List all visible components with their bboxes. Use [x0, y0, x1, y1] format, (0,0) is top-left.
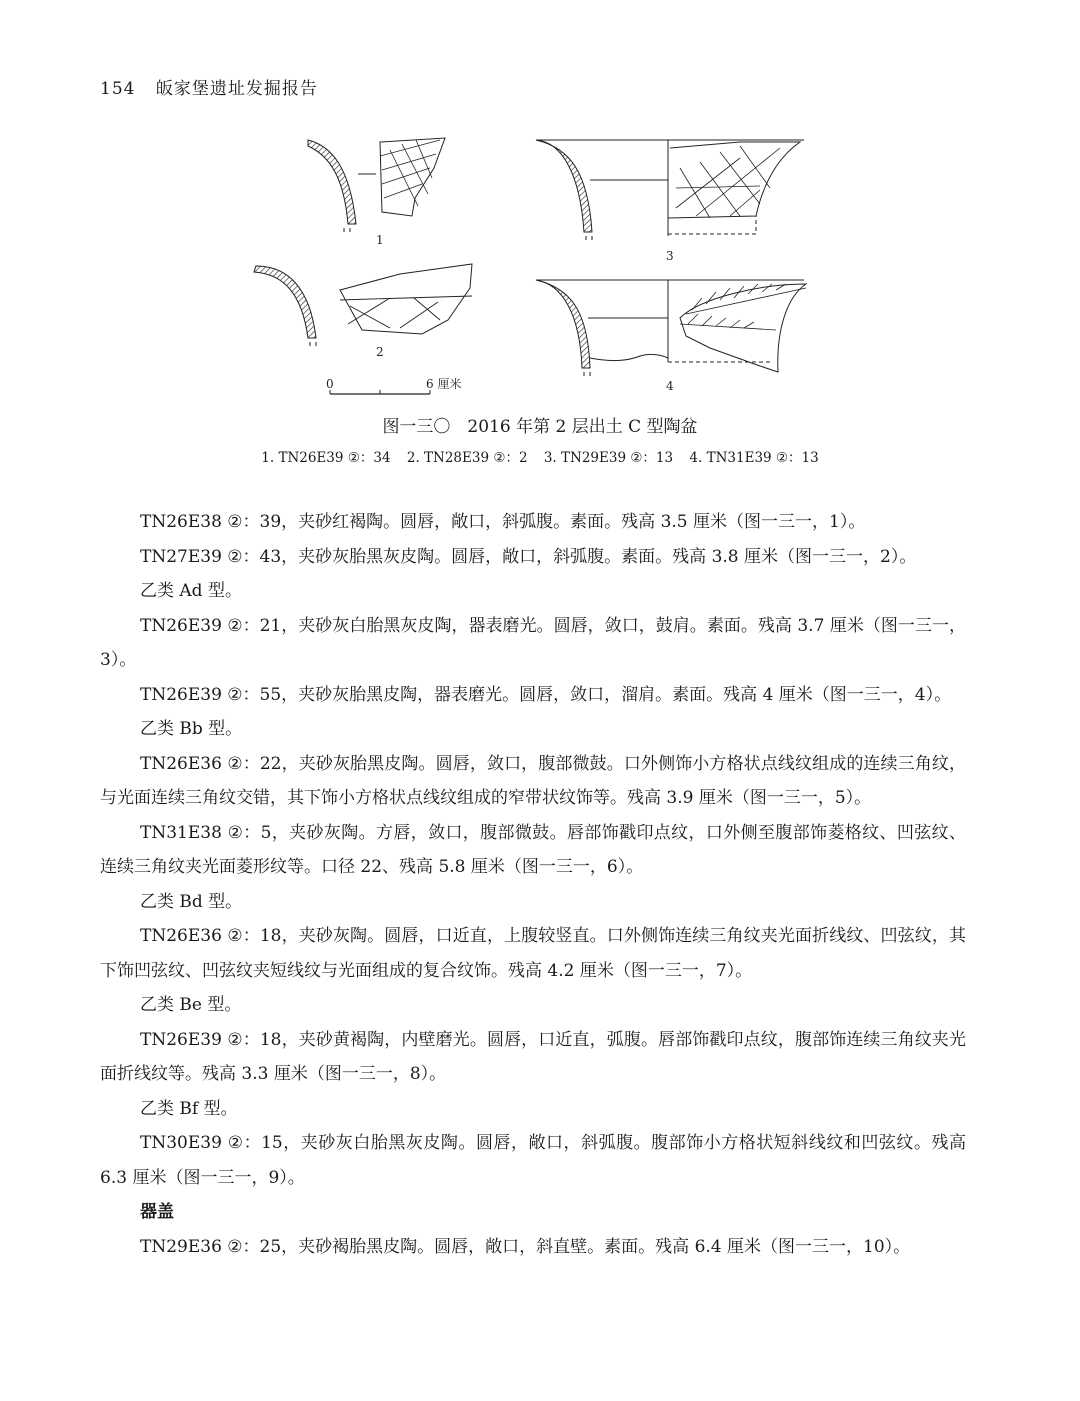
- paragraph: TN26E39 ②：18，夹砂黄褐陶，内壁磨光。圆唇，口近直，弧腹。唇部饰戳印点纹，腹部饰连续三角纹夹光面折线纹等。残高 3.3 厘米（图一三一，8）。: [100, 1029, 966, 1084]
- book-title: 皈家堡遗址发掘报告: [155, 79, 318, 99]
- scale-start-label: 0: [326, 377, 334, 391]
- sherd-2-profile: [254, 266, 316, 346]
- paragraph: TN30E39 ②：15，夹砂灰白胎黑灰皮陶。圆唇，敞口，斜弧腹。腹部饰小方格状短斜线纹和凹弦纹。残高 6.3 厘米（图一三一，9）。: [100, 1133, 966, 1188]
- paragraph: TN26E39 ②：21，夹砂灰白胎黑灰皮陶，器表磨光。圆唇，敛口，鼓肩。素面。残高 3.7 厘米（图一三一，3）。: [100, 615, 966, 670]
- scale-bar: [330, 390, 430, 394]
- label-4: 4: [666, 379, 674, 393]
- figure-caption-items: [0, 446, 1080, 466]
- paragraph: 乙类 Be 型。: [140, 995, 242, 1015]
- sherd-1-face: [358, 138, 445, 216]
- paragraph: TN26E36 ②：18，夹砂灰陶。圆唇，口近直，上腹较竖直。口外侧饰连续三角纹夹光面折线纹、凹弦纹，其下饰凹弦纹、凹弦纹夹短线纹与光面组成的复合纹饰。残高 4.2 厘米（图一三一，7）。: [100, 926, 966, 981]
- pottery-figure: [240, 128, 840, 398]
- paragraph: TN27E39 ②：43，夹砂灰胎黑灰皮陶。圆唇，敞口，斜弧腹。素面。残高 3.8 厘米（图一三一，2）。: [140, 546, 917, 567]
- scale-end-label: 6 厘米: [426, 377, 462, 391]
- paragraph: 乙类 Ad 型。: [140, 581, 242, 601]
- paragraph: 乙类 Bd 型。: [140, 891, 243, 912]
- paragraph: 乙类 Bf 型。: [140, 1098, 238, 1119]
- paragraph: TN29E36 ②：25，夹砂褐胎黑皮陶。圆唇，敞口，斜直壁。素面。残高 6.4 厘米（图一三一，10）。: [140, 1236, 911, 1257]
- caption-item: 4. TN31E39 ②：13: [689, 450, 819, 466]
- paragraph: 乙类 Bb 型。: [140, 719, 243, 739]
- sherd-4-profile: [536, 280, 590, 376]
- sherd-1-profile: [308, 140, 356, 232]
- figure-caption: 图一三〇 2016 年第 2 层出土 C 型陶盆: [382, 417, 698, 437]
- caption-item: 1. TN26E39 ②：34: [261, 450, 391, 466]
- sherd-2-face: [340, 264, 472, 334]
- sherd-3-profile: [536, 140, 592, 240]
- body-text: [100, 505, 966, 1264]
- paragraph: TN26E36 ②：22，夹砂灰胎黑皮陶。圆唇，敛口，腹部微鼓。口外侧饰小方格状点线纹组成的连续三角纹，与光面连续三角纹交错，其下饰小方格状点线纹组成的窄带状纹饰等。残高 3.9 厘米（图一三一，5）。: [100, 753, 966, 808]
- caption-item: 2. TN28E39 ②：2: [406, 450, 528, 466]
- paragraph: TN31E38 ②：5，夹砂灰陶。方唇，敛口，腹部微鼓。唇部饰戳印点纹，口外侧至腹部饰菱格纹、凹弦纹、连续三角纹夹光面菱形纹等。口径 22、残高 5.8 厘米（图一三一，6）。: [100, 822, 966, 877]
- page-number: 154: [100, 79, 136, 99]
- caption-item: 3. TN29E39 ②：13: [543, 450, 674, 466]
- paragraph: TN26E38 ②：39，夹砂红褐陶。圆唇，敞口，斜弧腹。素面。残高 3.5 厘米（图一三一，1）。: [140, 512, 866, 532]
- page-header: [100, 74, 318, 99]
- section-heading: 器盖: [140, 1202, 174, 1222]
- label-2: 2: [376, 345, 384, 359]
- label-1: 1: [376, 233, 384, 247]
- paragraph: TN26E39 ②：55，夹砂灰胎黑皮陶，器表磨光。圆唇，敛口，溜肩。素面。残高 4 厘米（图一三一，4）。: [140, 684, 952, 705]
- sherd-3-section: [536, 140, 804, 236]
- label-3: 3: [666, 249, 674, 263]
